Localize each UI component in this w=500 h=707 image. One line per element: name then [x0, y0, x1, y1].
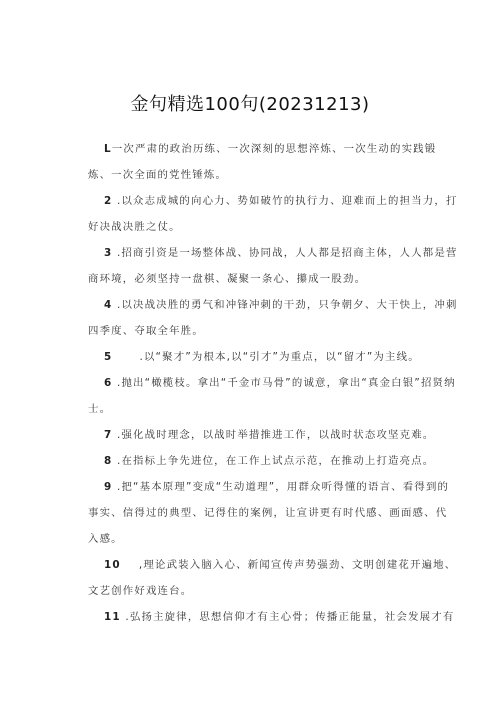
quote-text: 招商引资是一场整体战、协同战，人人都是招商主体，人人都是营商环境，必须坚持一盘棋、凝聚一条心、攥成一股劲。 — [88, 247, 458, 285]
quote-paragraph — [88, 448, 458, 474]
quote-paragraph — [88, 370, 458, 422]
quote-paragraph — [88, 552, 458, 604]
quote-text: 以“聚才”为根本,以“引才”为重点，以“留才”为主线。 — [143, 351, 420, 363]
quote-separator: , — [120, 559, 144, 571]
quote-separator: . — [112, 455, 122, 467]
quote-paragraph — [88, 422, 458, 448]
quote-separator: . — [120, 611, 130, 623]
quote-text: 把“基本原理”变成“生动道理”，用群众听得懂的语言、看得到的事实、信得过的典型、记得住的案例，让宣讲更有时代感、画面感、代入感。 — [88, 481, 450, 545]
quote-text: 在指标上争先进位，在工作上试点示范，在推动上打造亮点。 — [121, 455, 435, 467]
quote-number: 11 — [104, 611, 121, 623]
quote-number: 9 — [104, 481, 113, 493]
quote-number: 6 — [104, 377, 113, 389]
quote-paragraph — [88, 604, 458, 630]
quote-text: 以众志成城的向心力、势如破竹的执行力、迎难而上的担当力，打好决战决胜之仗。 — [88, 195, 458, 233]
quote-separator: . — [112, 429, 122, 441]
quote-number: L — [104, 143, 112, 155]
quote-number: 8 — [104, 455, 113, 467]
quote-number: 10 — [104, 559, 121, 571]
quote-number: 4 — [104, 299, 113, 311]
quote-paragraph — [88, 240, 458, 292]
quote-number: 5 — [104, 351, 113, 363]
quote-paragraph — [88, 474, 458, 552]
document-body — [88, 136, 458, 630]
quote-text: 弘扬主旋律，思想信仰才有主心骨；传播正能量，社会发展才有 — [129, 611, 455, 623]
quote-paragraph — [88, 344, 458, 370]
quote-separator: . — [112, 377, 122, 389]
quote-separator: . — [112, 299, 122, 311]
quote-number: 7 — [104, 429, 113, 441]
quote-paragraph — [88, 292, 458, 344]
quote-paragraph — [88, 136, 458, 188]
quote-separator: . — [112, 247, 122, 259]
quote-number: 2 — [104, 195, 113, 207]
quote-text: 一次严肃的政治历练、一次深刻的思想淬炼、一次生动的实践锻炼、一次全面的党性锤炼。 — [88, 143, 437, 181]
quote-paragraph — [88, 188, 458, 240]
quote-separator: . — [112, 481, 122, 493]
document-title: 金句精选100句(20231213) — [130, 94, 370, 115]
quote-text: 强化战时理念，以战时举措推进工作，以战时状态攻坚克难。 — [121, 429, 435, 441]
quote-separator: . — [112, 351, 144, 363]
quote-text: 以决战决胜的勇气和冲锋冲刺的干劲，只争朝夕、大干快上，冲刺四季度、夺取全年胜。 — [88, 299, 458, 337]
quote-text: 理论武装入脑入心、新闻宣传声势强劲、文明创建花开遍地、文艺创作好戏连台。 — [88, 559, 457, 597]
quote-number: 3 — [104, 247, 113, 259]
quote-separator: . — [112, 195, 122, 207]
quote-text: 抛出“橄榄枝。拿出“千金市马骨”的诚意，拿出“真金白银”招贤纳士。 — [88, 377, 456, 415]
